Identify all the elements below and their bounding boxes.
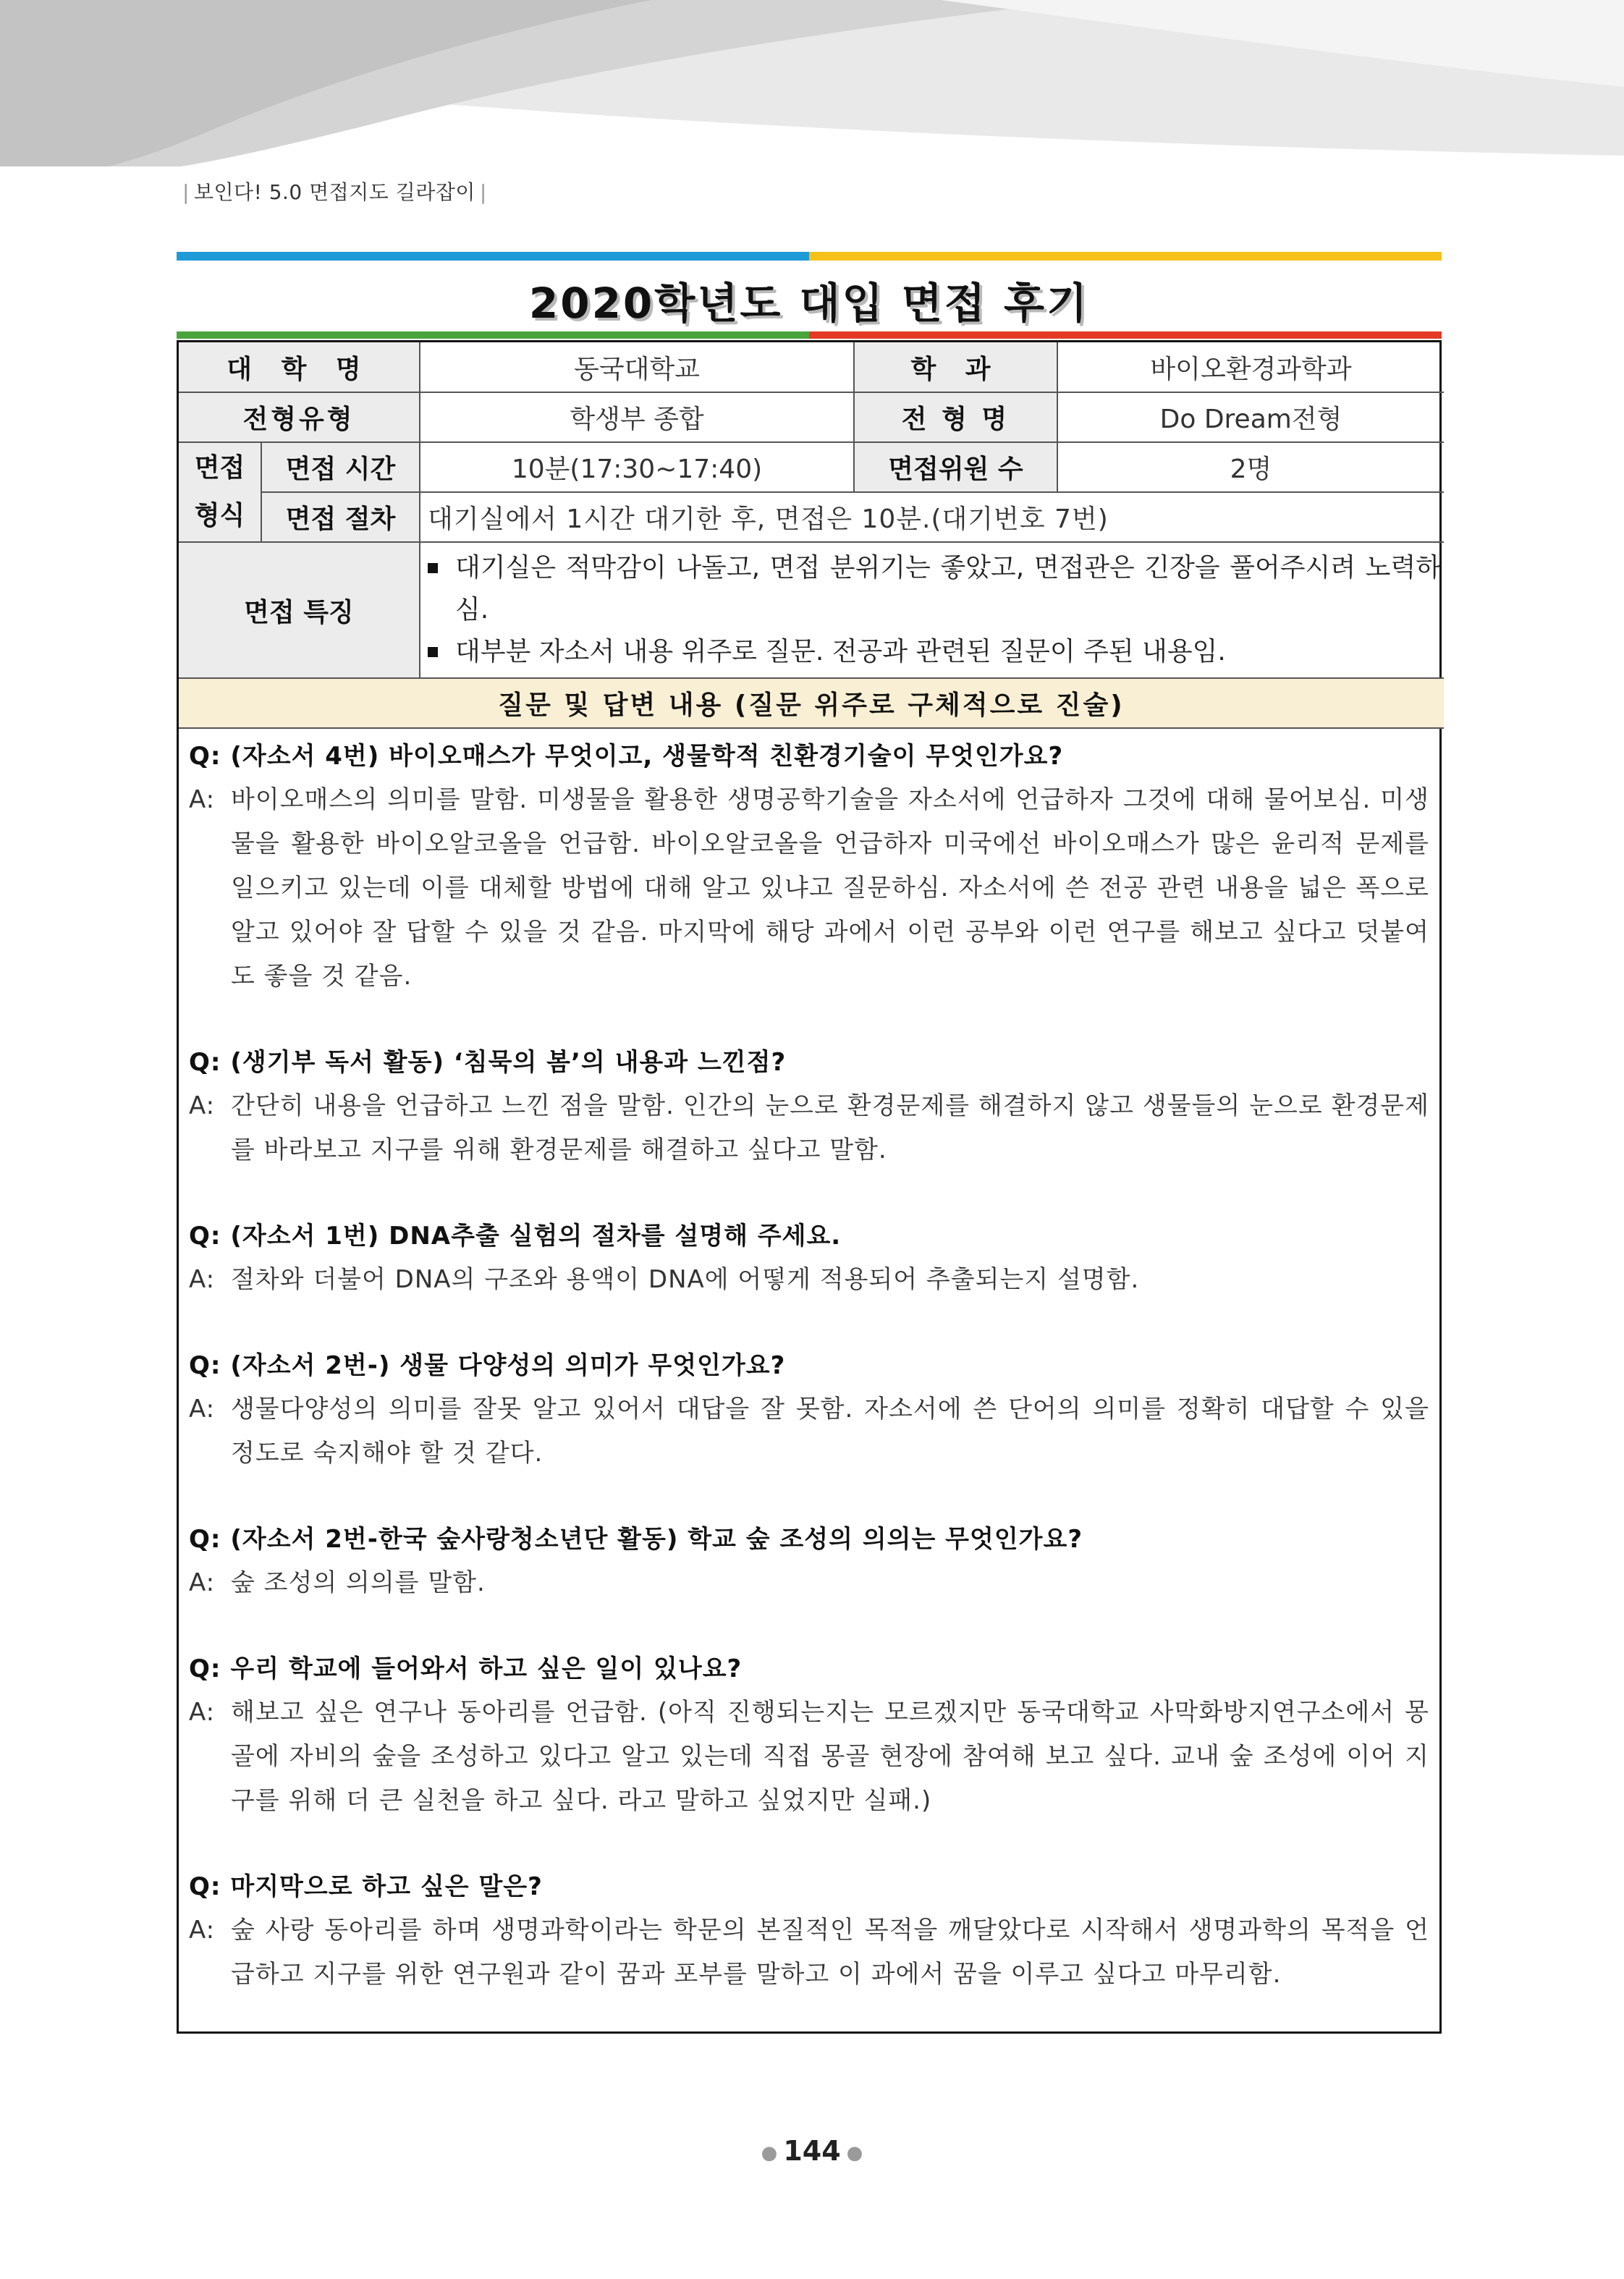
department-label: 학 과	[854, 342, 1057, 392]
table-row	[179, 492, 1444, 542]
qa-item-4	[189, 1344, 1429, 1476]
table-row	[179, 342, 1444, 392]
question: Q: (자소서 4번) 바이오매스가 무엇이고, 생물학적 친환경기술이 무엇인가요?	[189, 742, 1064, 771]
question: Q: 우리 학교에 들어와서 하고 싶은 일이 있나요?	[189, 1654, 743, 1683]
interview-review-sheet	[177, 340, 1442, 2034]
interview-time-value: 10분(17:30~17:40)	[420, 442, 854, 492]
interview-procedure-value: 대기실에서 1시간 대기한 후, 면접은 10분.(대기번호 7번)	[420, 492, 1444, 542]
admission-track-value: Do Dream전형	[1057, 392, 1444, 442]
table-row	[179, 542, 1444, 678]
list-item: 대부분 자소서 내용 위주로 질문. 전공과 관련된 질문이 주된 내용임.	[423, 631, 1441, 673]
qa-item-2	[189, 1041, 1429, 1172]
qa-section-heading: 질문 및 답변 내용 (질문 위주로 구체적으로 진술)	[179, 678, 1444, 728]
qa-item-6	[189, 1647, 1429, 1823]
bullet-dot-icon: ●	[761, 2141, 778, 2164]
interview-time-label: 면접 시간	[261, 442, 420, 492]
answer: A: 해보고 싶은 연구나 동아리를 언급함. (아직 진행되는지는 모르겠지만 동국대학교 사막화방지연구소에서 몽골에 자비의 숲을 조성하고 있다고 알고 있는데 직접 몽골 현장에 참여해 보고 싶다. 교내 숲 조성에 이어 지구를 위해 더 큰 실천을 하고 싶다. 라고 말하고 싶었지만 실패.)	[189, 1698, 1429, 1815]
title-bottom-color-bar	[177, 331, 1442, 339]
title-top-color-bar	[177, 252, 1442, 261]
answer: A: 절차와 더불어 DNA의 구조와 용액이 DNA에 어떻게 적용되어 추출되는지 설명함.	[189, 1265, 1140, 1294]
panel-count-label: 면접위원 수	[854, 442, 1057, 492]
interview-format-label: 면접 형식	[179, 442, 261, 542]
answer: A: 바이오매스의 의미를 말함. 미생물을 활용한 생명공학기술을 자소서에 언급하자 그것에 대해 물어보심. 미생물을 활용한 바이오알코올을 언급함. 바이오알코올을 언급하자 미국에선 바이오매스가 많은 윤리적 문제를 일으키고 있는데 이를 대체할 방법에 대해 알고 있냐고 질문하심. 자소서에 쓴 전공 관련 내용을 넓은 폭으로 알고 있어야 잘 답할 수 있을 것 같음. 마지막에 해당 과에서 이런 공부와 이런 연구를 해보고 싶다고 덧붙여도 좋을 것 같음.	[189, 785, 1429, 991]
admission-type-label: 전형유형	[179, 392, 420, 442]
answer: A: 간단히 내용을 언급하고 느낀 점을 말함. 인간의 눈으로 환경문제를 해결하지 않고 생물들의 눈으로 환경문제를 바라보고 지구를 위해 환경문제를 해결하고 싶다고 말함.	[189, 1091, 1429, 1164]
qa-list	[179, 729, 1439, 1997]
qa-item-1	[189, 735, 1429, 999]
interview-features-label: 면접 특징	[179, 542, 420, 678]
question: Q: (자소서 2번-한국 숲사랑청소년단 활동) 학교 숲 조성의 의의는 무엇인가요?	[189, 1525, 1083, 1554]
question: Q: (생기부 독서 활동) ‘침묵의 봄’의 내용과 느낀점?	[189, 1048, 787, 1077]
qa-item-7	[189, 1865, 1429, 1997]
header-swoosh-decoration	[0, 0, 1624, 166]
university-label: 대 학 명	[179, 342, 420, 392]
list-item: 대기실은 적막감이 나돌고, 면접 분위기는 좋았고, 면접관은 긴장을 풀어주시려 노력하심.	[423, 547, 1441, 631]
university-value: 동국대학교	[420, 342, 854, 392]
answer: A: 숲 사랑 동아리를 하며 생명과학이라는 학문의 본질적인 목적을 깨달았다로 시작해서 생명과학의 목적을 언급하고 지구를 위한 연구원과 같이 꿈과 포부를 말하고 이 과에서 꿈을 이루고 싶다고 마무리함.	[189, 1916, 1429, 1989]
answer: A: 생물다양성의 의미를 잘못 알고 있어서 대답을 잘 못함. 자소서에 쓴 단어의 의미를 정확히 대답할 수 있을 정도로 숙지해야 할 것 같다.	[189, 1395, 1429, 1468]
interview-features-list	[420, 543, 1444, 677]
interview-procedure-label: 면접 절차	[261, 492, 420, 542]
table-row	[179, 678, 1444, 728]
table-row	[179, 392, 1444, 442]
panel-count-value: 2명	[1057, 442, 1444, 492]
qa-item-5	[189, 1518, 1429, 1605]
department-value: 바이오환경과학과	[1057, 342, 1444, 392]
bullet-dot-icon: ●	[846, 2141, 863, 2164]
question: Q: (자소서 1번) DNA추출 실험의 절차를 설명해 주세요.	[189, 1222, 842, 1251]
document-title: 2020학년도 대입 면접 후기	[528, 279, 1090, 328]
question: Q: 마지막으로 하고 싶은 말은?	[189, 1872, 543, 1901]
qa-item-3	[189, 1214, 1429, 1302]
admission-type-value: 학생부 종합	[420, 392, 854, 442]
answer: A: 숲 조성의 의의를 말함.	[189, 1568, 486, 1597]
running-head: | 보인다! 5.0 면접지도 길라잡이 |	[182, 180, 487, 204]
interview-info-table	[179, 342, 1444, 729]
question: Q: (자소서 2번-) 생물 다양성의 의미가 무엇인가요?	[189, 1351, 786, 1380]
page-number: ● 144 ●	[761, 2135, 863, 2167]
admission-track-label: 전 형 명	[854, 392, 1057, 442]
table-row	[179, 442, 1444, 492]
